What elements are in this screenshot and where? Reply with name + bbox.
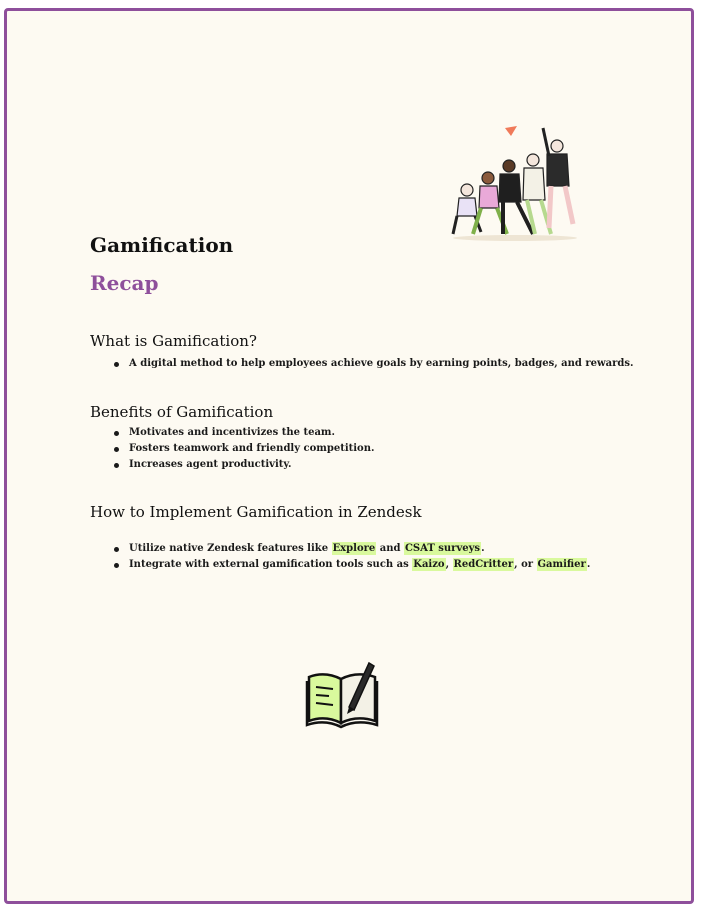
text-run: , [445,559,453,570]
highlight-kaizo: Kaizo [413,559,445,570]
section-heading-benefits: Benefits of Gamification [90,403,274,421]
list-item: A digital method to help employees achieve goals by earning points, badges, and rewards. [108,356,634,372]
team-celebration-illustration [445,116,585,246]
document-page [4,8,694,904]
list-item [108,541,590,557]
notebook-pen-illustration [303,655,383,731]
highlight-redcritter: RedCritter [453,559,514,570]
text-run: and [376,543,404,554]
list-item: Fosters teamwork and friendly competition. [108,441,374,457]
bullet-list-benefits [108,425,374,473]
list-item: Motivates and incentivizes the team. [108,425,374,441]
page-title: Gamification [90,233,234,257]
section-heading-what-is: What is Gamification? [90,332,257,350]
highlight-explore: Explore [332,543,376,554]
text-run: Integrate with external gamification tools such as [129,559,413,570]
text-run: Utilize native Zendesk features like [129,543,332,554]
list-item [108,557,590,573]
highlight-gamifier: Gamifier [537,559,586,570]
text-run: , or [514,559,537,570]
page-subtitle: Recap [90,271,159,295]
text-run: . [481,543,485,554]
highlight-csat-surveys: CSAT surveys [404,543,481,554]
bullet-list-what-is [108,356,634,372]
section-heading-implement: How to Implement Gamification in Zendesk [90,503,422,521]
list-item: Increases agent productivity. [108,457,374,473]
text-run: . [586,559,591,570]
bullet-list-implement [108,541,590,573]
